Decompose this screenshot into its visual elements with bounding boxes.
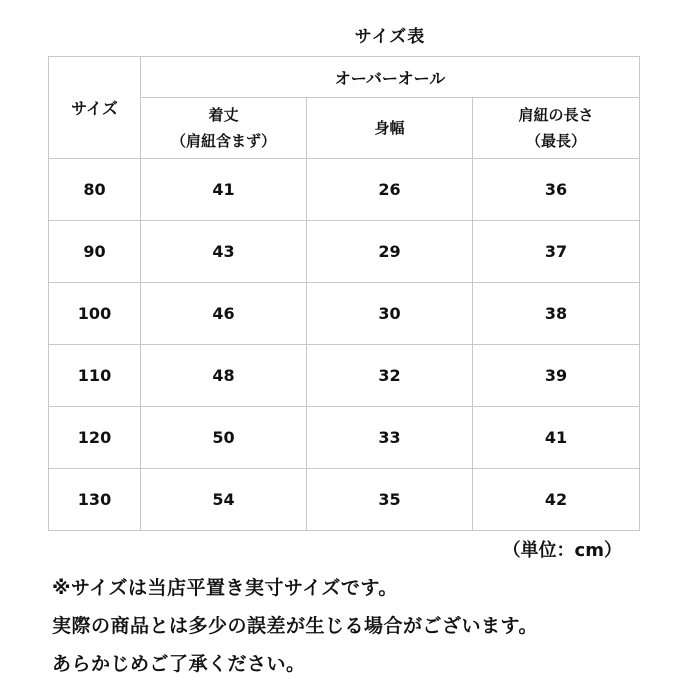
width-cell: 29 (307, 221, 473, 283)
width-cell: 30 (307, 283, 473, 345)
strap-cell: 37 (473, 221, 640, 283)
length-cell: 41 (141, 159, 307, 221)
length-cell: 48 (141, 345, 307, 407)
length-header-note: （肩紐含まず） (170, 132, 276, 150)
size-table (48, 56, 640, 531)
length-cell: 43 (141, 221, 307, 283)
table-row (49, 469, 640, 531)
strap-cell: 36 (473, 159, 640, 221)
width-header-label: 身幅 (374, 119, 405, 137)
notes (52, 569, 538, 683)
strap-cell: 39 (473, 345, 640, 407)
note-line: ※サイズは当店平置き実寸サイズです。 (52, 577, 398, 599)
length-header-label: 着丈 (208, 106, 239, 124)
strap-header-label: 肩紐の長さ (518, 106, 594, 124)
table-row (49, 283, 640, 345)
width-cell: 35 (307, 469, 473, 531)
table-row (49, 407, 640, 469)
length-cell: 46 (141, 283, 307, 345)
strap-cell: 42 (473, 469, 640, 531)
width-column-header (307, 98, 473, 159)
table-row (49, 159, 640, 221)
page-title: サイズ表 (354, 27, 426, 47)
overall-group-header: オーバーオール (141, 57, 640, 98)
size-column-header: サイズ (49, 57, 141, 159)
strap-cell: 38 (473, 283, 640, 345)
table-row (49, 221, 640, 283)
strap-column-header (473, 98, 640, 159)
width-cell: 32 (307, 345, 473, 407)
size-cell: 130 (49, 469, 141, 531)
unit-label: （単位：cm） (502, 540, 622, 561)
width-cell: 33 (307, 407, 473, 469)
note-line: あらかじめご了承ください。 (52, 653, 306, 675)
size-cell: 100 (49, 283, 141, 345)
length-cell: 50 (141, 407, 307, 469)
strap-header-note: （最長） (525, 132, 586, 150)
size-cell: 90 (49, 221, 141, 283)
size-cell: 110 (49, 345, 141, 407)
table-row (49, 345, 640, 407)
size-cell: 120 (49, 407, 141, 469)
note-line: 実際の商品とは多少の誤差が生じる場合がございます。 (52, 615, 538, 637)
size-cell: 80 (49, 159, 141, 221)
length-column-header (141, 98, 307, 159)
width-cell: 26 (307, 159, 473, 221)
strap-cell: 41 (473, 407, 640, 469)
length-cell: 54 (141, 469, 307, 531)
